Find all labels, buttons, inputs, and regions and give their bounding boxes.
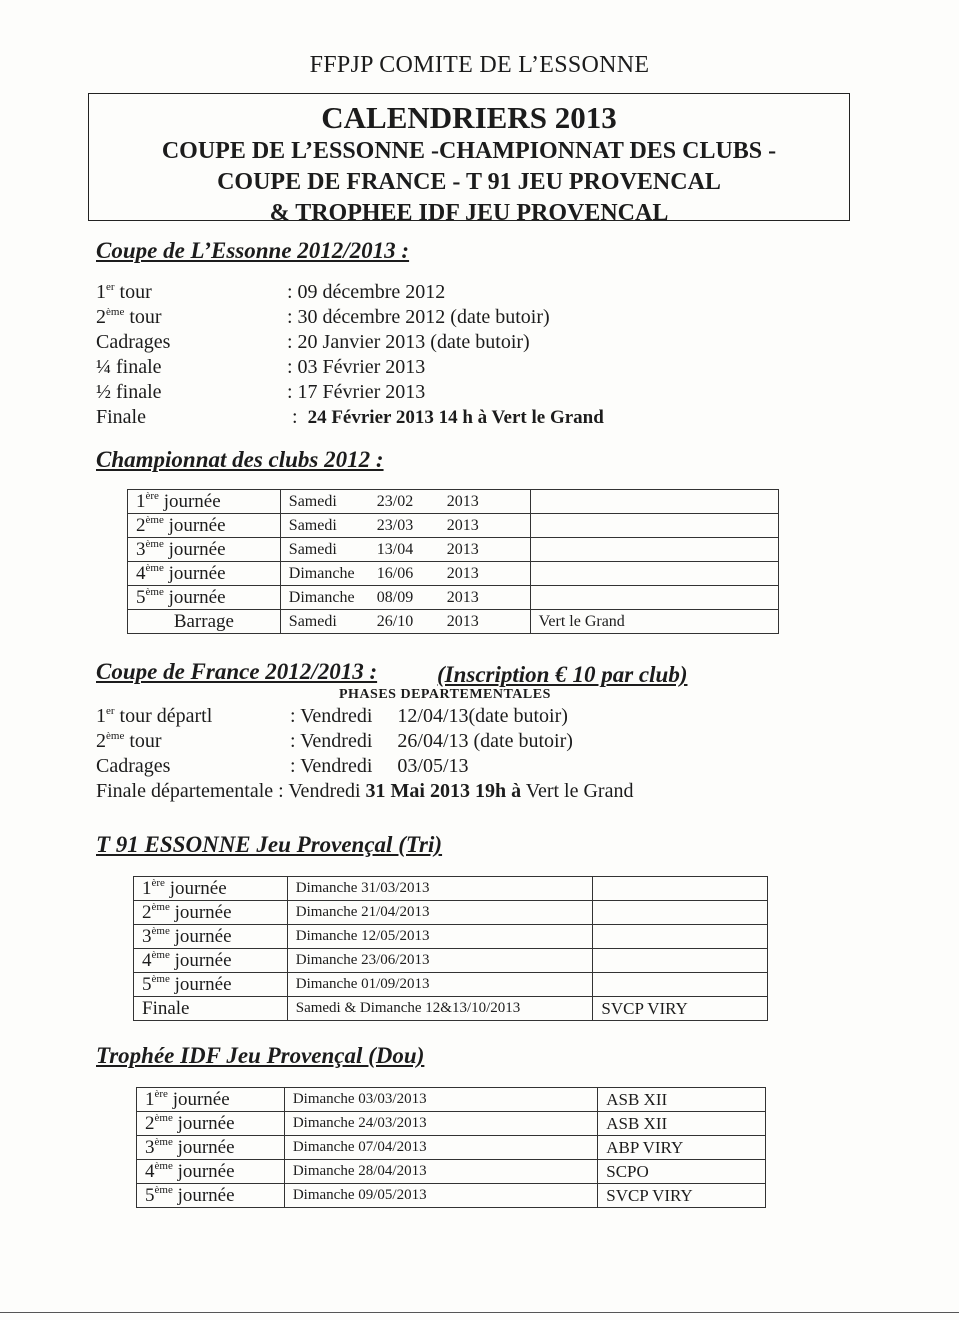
date-cell: Dimanche 28/04/2013: [284, 1160, 597, 1184]
finale-detail: 31 Mai 2013 19h à: [365, 780, 522, 802]
schedule-row: [96, 306, 796, 331]
round-date: : 20 Janvier 2013 (date butoir): [287, 331, 530, 353]
date-cell: Dimanche 03/03/2013: [284, 1088, 597, 1112]
table-row: [134, 997, 768, 1021]
round-label: 1er tour: [96, 281, 152, 303]
document-title: CALENDRIERS 2013: [321, 100, 617, 135]
place-cell: [530, 490, 778, 514]
place-cell: [530, 514, 778, 538]
date-cell: Dimanche 09/05/2013: [284, 1184, 597, 1208]
place-cell: Vert le Grand: [530, 610, 778, 634]
journee-cell: 2ème journée: [128, 514, 281, 538]
journee-cell: 2ème journée: [134, 901, 288, 925]
date-cell: Dimanche 07/04/2013: [284, 1136, 597, 1160]
date-cell: Dimanche 31/03/2013: [287, 877, 593, 901]
place-cell: SCPO: [598, 1160, 766, 1184]
schedule-row: [96, 755, 796, 780]
table-row: [137, 1112, 766, 1136]
place-cell: [593, 973, 768, 997]
journee-cell: 5ème journée: [137, 1184, 285, 1208]
table-row: [134, 973, 768, 997]
subtitle-line: & TROPHEE IDF JEU PROVENCAL: [269, 200, 669, 226]
journee-cell: 1ère journée: [137, 1088, 285, 1112]
table-row: [128, 610, 779, 634]
date-cell: Dimanche 12/05/2013: [287, 925, 593, 949]
round-label: 2ème tour: [96, 306, 162, 328]
journee-cell: 4ème journée: [137, 1160, 285, 1184]
journee-cell: 4ème journée: [134, 949, 288, 973]
round-date: : Vendredi 03/05/13: [290, 755, 469, 777]
journee-cell: 4ème journée: [128, 562, 281, 586]
table-row: [128, 514, 779, 538]
place-cell: [593, 925, 768, 949]
t91-table: [133, 876, 768, 1021]
place-cell: [530, 562, 778, 586]
round-label: 1er tour départl: [96, 705, 213, 727]
table-row: [137, 1160, 766, 1184]
date-cell: Dimanche 24/03/2013: [284, 1112, 597, 1136]
date-cell: Dimanche 01/09/2013: [287, 973, 593, 997]
place-cell: [530, 538, 778, 562]
trophee-table: [136, 1087, 766, 1208]
round-date: : 09 décembre 2012: [287, 281, 446, 303]
inscription-note: (Inscription € 10 par club): [437, 662, 688, 687]
finale-line: Finale départementale : Vendredi 31 Mai 2013 19h à Vert le Grand: [96, 780, 634, 802]
table-row: [128, 538, 779, 562]
round-label: 2ème tour: [96, 730, 162, 752]
page-edge-line: [0, 1312, 959, 1313]
subtitle-line: COUPE DE FRANCE - T 91 JEU PROVENCAL: [217, 169, 721, 195]
coupe-france-schedule: [96, 705, 796, 805]
journee-cell: 1ère journée: [128, 490, 281, 514]
table-row: [134, 949, 768, 973]
round-date: : 24 Février 2013 14 h à Vert le Grand: [292, 406, 604, 428]
journee-cell: Barrage: [128, 610, 281, 634]
table-row: [128, 490, 779, 514]
table-row: [134, 901, 768, 925]
date-cell: Samedi 26/10 2013: [280, 610, 530, 634]
schedule-row: [96, 730, 796, 755]
date-cell: Dimanche 23/06/2013: [287, 949, 593, 973]
place-cell: ASB XII: [598, 1088, 766, 1112]
finale-detail: 24 Février 2013 14 h à Vert le Grand: [307, 407, 604, 428]
date-cell: Samedi 23/02 2013: [280, 490, 530, 514]
table-row: [137, 1088, 766, 1112]
title-box: [88, 93, 850, 226]
table-row: [137, 1184, 766, 1208]
round-label: ½ finale: [96, 381, 162, 403]
section-heading-championnat: Championnat des clubs 2012 :: [96, 447, 384, 472]
schedule-row: [96, 331, 796, 356]
round-label: Cadrages: [96, 331, 171, 353]
journee-cell: 2ème journée: [137, 1112, 285, 1136]
schedule-row: [96, 281, 796, 306]
section-heading-coupe-essonne: Coupe de L’Essonne 2012/2013 :: [96, 238, 410, 263]
place-cell: [593, 877, 768, 901]
section-heading-t91: T 91 ESSONNE Jeu Provençal (Tri): [96, 832, 443, 857]
date-cell: Dimanche 08/09 2013: [280, 586, 530, 610]
section-heading-trophee: Trophée IDF Jeu Provençal (Dou): [96, 1043, 425, 1068]
round-date: : 03 Février 2013: [287, 356, 426, 378]
championnat-table: [127, 489, 779, 634]
journee-cell: 5ème journée: [128, 586, 281, 610]
schedule-row: [96, 381, 796, 406]
journee-cell: 3ème journée: [128, 538, 281, 562]
round-label: Finale: [96, 406, 146, 428]
coupe-essonne-schedule: [96, 281, 796, 431]
table-row: [134, 877, 768, 901]
schedule-row: [96, 705, 796, 730]
date-cell: Dimanche 16/06 2013: [280, 562, 530, 586]
organization-title: FFPJP COMITE DE L’ESSONNE: [309, 52, 650, 78]
round-date: : 30 décembre 2012 (date butoir): [287, 306, 550, 328]
place-cell: [530, 586, 778, 610]
schedule-row-finale: [96, 780, 796, 805]
table-row: [137, 1136, 766, 1160]
subtitle-line: COUPE DE L’ESSONNE -CHAMPIONNAT DES CLUBS -: [161, 138, 777, 164]
journee-cell: 3ème journée: [134, 925, 288, 949]
round-date: : Vendredi 26/04/13 (date butoir): [290, 730, 573, 752]
place-cell: SVCP VIRY: [593, 997, 768, 1021]
journee-cell: 3ème journée: [137, 1136, 285, 1160]
date-cell: Samedi 13/04 2013: [280, 538, 530, 562]
round-date: : 17 Février 2013: [287, 381, 426, 403]
round-label: ¼ finale: [96, 356, 162, 378]
section-heading-coupe-france: Coupe de France 2012/2013 :: [96, 659, 378, 684]
round-label: Cadrages: [96, 755, 171, 777]
date-cell: Samedi & Dimanche 12&13/10/2013: [287, 997, 593, 1021]
schedule-row-finale: [96, 406, 796, 431]
date-cell: Samedi 23/03 2013: [280, 514, 530, 538]
table-row: [134, 925, 768, 949]
schedule-row: [96, 356, 796, 381]
phases-label: PHASES DEPARTEMENTALES: [339, 687, 551, 702]
journee-cell: 5ème journée: [134, 973, 288, 997]
place-cell: ABP VIRY: [598, 1136, 766, 1160]
place-cell: ASB XII: [598, 1112, 766, 1136]
round-date: : Vendredi 12/04/13(date butoir): [290, 705, 568, 727]
place-cell: SVCP VIRY: [598, 1184, 766, 1208]
journee-cell: 1ère journée: [134, 877, 288, 901]
table-row: [128, 586, 779, 610]
journee-cell: Finale: [134, 997, 288, 1021]
table-row: [128, 562, 779, 586]
date-cell: Dimanche 21/04/2013: [287, 901, 593, 925]
place-cell: [593, 949, 768, 973]
place-cell: [593, 901, 768, 925]
